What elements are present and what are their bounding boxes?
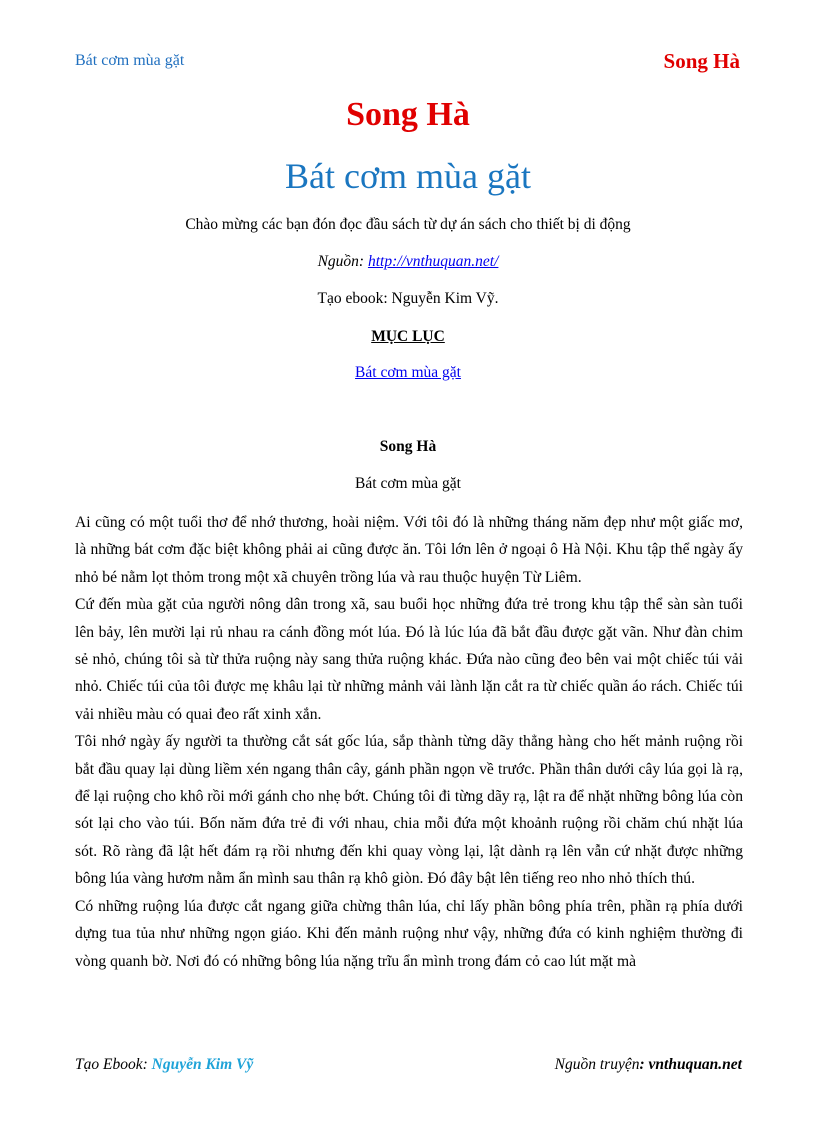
paragraph: Có những ruộng lúa được cắt ngang giữa chừng thân lúa, chỉ lấy phần bông phía trên, phần rạ phía dưới dựng tua tủa như những ngọn giáo. Khi đến mảnh ruộng như vậy, những đứa có kinh nghiệm thường đi vòng quanh bờ. Nơi đó có những bông lúa nặng trĩu ẩn mình trong đám cỏ cao lút mặt mà (75, 897, 743, 970)
footer-creator-sep: : (142, 1056, 152, 1073)
footer-creator-name: Nguyễn Kim Vỹ (151, 1056, 254, 1073)
paragraph: Tôi nhớ ngày ấy người ta thường cắt sát gốc lúa, sắp thành từng dãy thẳng hàng cho hết mảnh ruộng rồi bắt đầu quay lại dùng liềm xén ngang thân cây, gánh phần ngọn về trước. Phần thân dưới cây lúa gọi là rạ, để lại ruộng cho khô rồi mới gánh cho nhẹ bớt. Chúng tôi đi từng dãy rạ, lật ra để nhặt những bông lúa còn sót lại cho vào túi. Bốn năm đứa trẻ đi với nhau, chia mỗi đứa một khoảnh ruộng rồi chăm chú nhặt lúa sót. Rõ ràng đã lật hết đám rạ rồi nhưng đến khi quay vòng lại, lật dành rạ lên vẫn cứ nhặt được những bông lúa vàng hươm nằm ẩn mình sau thân rạ khô giòn. Đó đây bật lên tiếng reo nho nhỏ thích thú. (75, 733, 743, 888)
toc-link[interactable]: Bát cơm mùa gặt (355, 364, 461, 381)
book-title: Bát cơm mùa gặt (285, 156, 531, 196)
footer-source (555, 1056, 742, 1074)
header-book-title: Bát cơm mùa gặt (75, 52, 185, 69)
source-link[interactable]: http://vnthuquan.net/ (367, 253, 499, 270)
chapter-body (75, 509, 743, 975)
header-author: Song Hà (663, 49, 740, 73)
footer-creator-label: Tạo Ebook (75, 1056, 143, 1073)
footer-source-sep: : (639, 1056, 649, 1073)
chapter-title: Bát cơm mùa gặt (355, 475, 461, 492)
toc-entry (0, 364, 816, 382)
welcome-text: Chào mừng các bạn đón đọc đầu sách từ dự án sách cho thiết bị di động (185, 216, 631, 233)
ebook-creator: Tạo ebook: Nguyễn Kim Vỹ. (317, 290, 499, 307)
source-label: Nguồn: (317, 253, 368, 270)
footer-source-label: Nguồn truyện (554, 1056, 640, 1073)
chapter-author: Song Hà (379, 438, 437, 455)
paragraph: Ai cũng có một tuổi thơ để nhớ thương, hoài niệm. Với tôi đó là những tháng năm đẹp như một giấc mơ, là những bát cơm đặc biệt không phải ai cũng được ăn. Tôi lớn lên ở ngoại ô Hà Nội. Khu tập thể ngày ấy nhỏ bé nằm lọt thỏm trong một xã chuyên trồng lúa và rau thuộc huyện Từ Liêm. (75, 514, 743, 586)
author-title: Song Hà (346, 96, 470, 133)
source-line (0, 253, 816, 271)
footer-source-site: vnthuquan.net (648, 1056, 742, 1073)
toc-heading: MỤC LỤC (371, 328, 445, 345)
paragraph: Cứ đến mùa gặt của người nông dân trong xã, sau buổi học những đứa trẻ trong khu tập thể sàn sàn tuổi lên bảy, lên mười lại rủ nhau ra cánh đồng mót lúa. Đó là lúc lúa đã bắt đầu được gặt vãn. Như đàn chim sẻ nhỏ, chúng tôi sà từ thửa ruộng này sang thửa ruộng khác. Đứa nào cũng đeo bên vai một chiếc túi vải nhỏ. Chiếc túi của tôi được mẹ khâu lại từ những mảnh vải lành lặn cắt ra từ chiếc quần áo rách. Chiếc túi vải nhiều màu có quai đeo rất xinh xắn. (75, 596, 743, 723)
footer-creator (75, 1056, 253, 1074)
